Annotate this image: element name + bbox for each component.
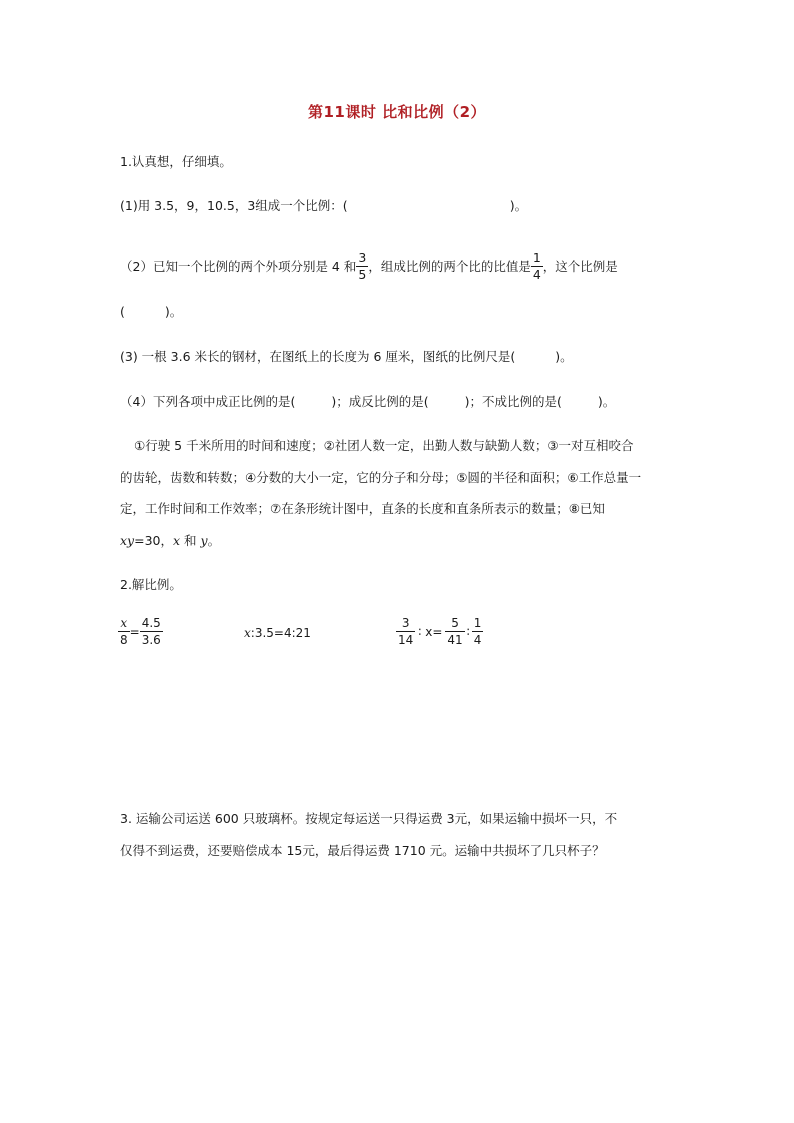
equals-sign: = (129, 624, 140, 639)
frac-denominator: 4 (473, 633, 482, 647)
frac-denominator: 8 (120, 633, 128, 647)
question-3-line-2: 仅得不到运费，还要赔偿成本 15元，最后得运费 1710 元。运输中共损坏了几只杯子？ (120, 843, 605, 858)
var-xy: xy (120, 533, 135, 548)
var-x: x (244, 626, 251, 640)
items-line-4 (120, 532, 220, 550)
fraction-x-8 (118, 615, 130, 648)
q2-answer-line (120, 303, 182, 321)
equation-3 (396, 615, 483, 648)
page-title: 第11课时 比和比例（2） (307, 103, 487, 121)
q2-text-a: （2）已知一个比例的两个外项分别是 4 和 (120, 258, 357, 274)
equation-2 (244, 626, 311, 640)
fraction-45-36 (140, 615, 163, 648)
equation-1 (118, 615, 163, 648)
question-1-3 (120, 348, 573, 366)
question-1-2 (120, 250, 618, 283)
q3-close: )。 (555, 349, 573, 364)
q2-blank-open: ( (120, 304, 125, 319)
q2-text-c: ，这个比例是 (542, 258, 618, 274)
section-1-heading: 1.认真想，仔细填。 (120, 154, 232, 169)
frac-numerator: 3 (358, 250, 367, 265)
items-line-2: 的齿轮，齿数和转数；④分数的大小一定，它的分子和分母；⑤圆的半径和面积；⑥工作总量一 (120, 470, 642, 485)
section-2-heading: 2.解比例。 (120, 577, 182, 592)
fraction-1-4 (472, 615, 484, 648)
frac-denominator: 3.6 (141, 633, 161, 647)
frac-numerator: x (120, 616, 128, 630)
fraction-5-41 (445, 615, 464, 648)
frac-denominator: 4 (532, 267, 541, 282)
q4-text-c: )；不成比例的是( (464, 394, 562, 409)
q1-text: (1)用 3.5，9，10.5，3组成一个比例：( (120, 198, 348, 213)
fraction-3-5 (356, 250, 368, 283)
items-line-3: 定，工作时间和工作效率；⑦在条形统计图中，直条的长度和直条所表示的数量；⑧已知 (120, 501, 605, 516)
q1-close: )。 (509, 198, 528, 213)
question-1-4 (120, 393, 615, 411)
equation-3-mid: ∶ x= (418, 624, 443, 639)
frac-numerator: 4.5 (141, 616, 161, 630)
frac-denominator: 5 (358, 267, 367, 282)
q4-text-d: )。 (597, 394, 616, 409)
frac-numerator: 1 (473, 616, 482, 630)
ratio-colon: ∶ (466, 624, 470, 639)
items-line-1: ①行驶 5 千米所用的时间和速度；②社团人数一定，出勤人数与缺勤人数；③一对互相咬合 (134, 438, 634, 453)
q4-text-a: （4）下列各项中成正比例的是( (120, 394, 296, 409)
frac-numerator: 1 (532, 250, 541, 265)
q3-text: (3) 一根 3.6 米长的钢材，在图纸上的长度为 6 厘米，图纸的比例尺是( (120, 349, 516, 364)
items-l4-and: 和 (180, 533, 201, 548)
fraction-3-14 (396, 615, 415, 648)
equation-2-rest: :3.5=4:21 (250, 626, 311, 640)
frac-denominator: 14 (398, 633, 414, 647)
frac-numerator: 3 (401, 616, 410, 630)
items-l4-end: 。 (207, 533, 221, 548)
q2-blank-close: )。 (164, 304, 183, 319)
frac-numerator: 5 (451, 616, 459, 630)
frac-denominator: 41 (447, 633, 463, 647)
question-1-1 (120, 197, 527, 215)
question-3-line-1: 3. 运输公司运送 600 只玻璃杯。按规定每运送一只得运费 3元，如果运输中损坏一只，不 (120, 811, 618, 826)
q4-text-b: )；成反比例的是( (331, 394, 429, 409)
fraction-1-4 (531, 250, 543, 283)
q2-text-b: ，组成比例的两个比的比值是 (368, 258, 531, 274)
items-l4-eq: =30， (134, 533, 174, 548)
var-y: y (200, 533, 208, 548)
var-x: x (173, 533, 181, 548)
